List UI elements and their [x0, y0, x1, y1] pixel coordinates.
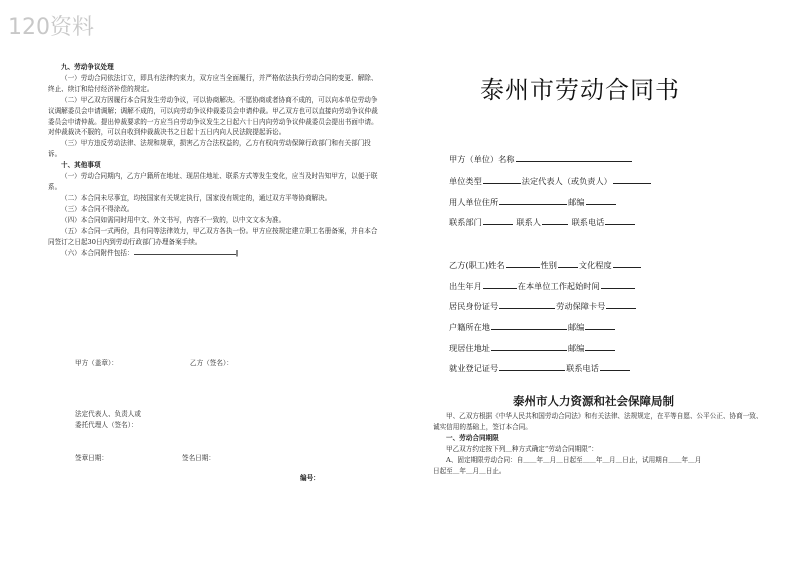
employer-address-row — [449, 196, 617, 208]
employer-address-blank[interactable] — [499, 196, 567, 205]
residence-address-blank[interactable] — [491, 342, 567, 351]
id-card-blank[interactable] — [499, 300, 555, 309]
employer-postcode-label: 邮编 — [568, 197, 585, 207]
party-a-date-label: 签章日期： — [75, 454, 108, 462]
attachments-label: （六）本合同附件包括： — [61, 249, 134, 258]
section-10-para-5: （五）本合同一式两份，具有同等法律效力，甲乙双方各执一份。甲方应按规定建立职工名册备案，并自本合同签订之日起30日内到劳动行政部门办理备案手续。 — [48, 226, 378, 246]
party-b-sign-label: 乙方（签名）： — [190, 359, 233, 367]
employment-cert-label: 就业登记证号 — [449, 363, 499, 373]
household-address-label: 户籍所在地 — [449, 322, 490, 332]
section-10-para-1: （一）劳动合同期内，乙方户籍所在地址、现居住地址、联系方式等发生变化，应当及时告知甲方，以便于联系。 — [48, 172, 378, 191]
serial-number-label: 编号： — [300, 474, 320, 482]
issuing-bureau: 泰州市人力资源和社会保障局制 — [513, 394, 674, 408]
social-security-card-label: 劳动保障卡号 — [556, 301, 606, 311]
section-9-para-2: （二）甲乙双方因履行本合同发生劳动争议，可以协商解决。不愿协商或者协商不成的，可以向本单位劳动争议调解委员会申请调解；调解不成的，可以向劳动争议仲裁委员会申请仲裁。甲乙双方也可以直接向劳动争议仲裁委员会申请仲裁。提出仲裁要求的一方应当自劳动争议发生之日起六十日内向劳动争议仲裁委员会提出书面申请。对仲裁裁决不服的，可以自收到仲裁裁决书之日起十五日内向人民法院提起诉讼。 — [48, 95, 378, 137]
start-time-blank[interactable] — [601, 280, 635, 289]
section-10-para-4: （四）本合同如需同时用中文、外文书写，内容不一致的，以中文文本为准。 — [61, 215, 286, 224]
section-1-para-2a: A、固定期限劳动合同：自＿＿年＿月＿日起至＿＿年＿月＿日止，试用期自＿＿年＿月 — [446, 456, 702, 464]
section-10-para-3: （三）本合同不得涂改。 — [61, 204, 134, 213]
attachments-mark: ‖ — [235, 249, 239, 258]
party-b-date-label: 签名日期： — [182, 454, 215, 462]
employment-cert-row — [449, 362, 631, 374]
residence-row — [449, 342, 616, 354]
birth-row — [449, 280, 636, 292]
contract-intro: 甲、乙双方根据《中华人民共和国劳动合同法》和有关法律、法规规定，在平等自愿、公平公正、协商一致、诚实信用的基础上，签订本合同。 — [433, 412, 763, 431]
contact-person-label: 联系人 — [516, 217, 541, 227]
residence-postcode-label: 邮编 — [567, 343, 585, 353]
start-time-label: 在本单位工作起始时间 — [517, 281, 600, 291]
unit-type-blank[interactable] — [483, 175, 521, 184]
section-9-para-1: （一）劳动合同依法订立，即具有法律约束力，双方应当全面履行，并严格依法执行劳动合同的变更、解除、终止、续订和给付经济补偿的规定。 — [48, 73, 378, 93]
contact-phone-blank[interactable] — [605, 216, 635, 225]
employer-name-row — [449, 153, 633, 165]
education-blank[interactable] — [613, 259, 641, 268]
employee-phone-label: 联系电话 — [566, 363, 599, 373]
section-1-para-2b: 日起至＿年＿月＿日止。 — [433, 467, 506, 475]
employee-name-row — [449, 259, 642, 271]
legal-rep-field-label: 法定代表人（或负责人） — [521, 176, 612, 186]
contact-row — [449, 216, 636, 228]
employment-cert-blank[interactable] — [499, 362, 565, 371]
unit-type-row — [449, 175, 652, 187]
agent-sign-label: 委托代理人（签名）： — [75, 421, 138, 429]
id-card-label: 居民身份证号 — [449, 301, 499, 311]
unit-type-label: 单位类型 — [449, 176, 482, 186]
employer-address-label: 用人单位住所 — [449, 197, 499, 207]
birth-blank[interactable] — [483, 280, 517, 289]
contact-person-blank[interactable] — [542, 216, 568, 225]
contact-phone-label: 联系电话 — [571, 217, 605, 227]
employer-postcode-blank[interactable] — [586, 196, 616, 205]
right-page-text — [433, 411, 768, 477]
section-10-para-2: （二）本合同未尽事宜，均按国家有关规定执行，国家没有规定的，通过双方平等协商解决。 — [61, 193, 332, 202]
employer-name-blank[interactable] — [516, 153, 632, 162]
employee-name-blank[interactable] — [506, 259, 540, 268]
gender-label: 性别 — [540, 260, 557, 270]
id-card-row — [449, 300, 637, 312]
employer-name-label: 甲方（单位）名称 — [449, 154, 515, 164]
employee-name-label: 乙方(职工)姓名 — [449, 260, 505, 270]
section-10-title: 十、其他事项 — [61, 161, 101, 170]
watermark: 120资料 — [8, 15, 94, 40]
section-1-para-1: 甲乙双方约定按下列＿种方式确定“劳动合同期限”： — [446, 445, 598, 453]
education-label: 文化程度 — [578, 260, 612, 270]
household-postcode-label: 邮编 — [567, 322, 585, 332]
employee-phone-blank[interactable] — [600, 362, 630, 371]
legal-rep-blank[interactable] — [613, 175, 651, 184]
contact-dept-label: 联系部门 — [449, 217, 482, 227]
residence-postcode-blank[interactable] — [585, 342, 615, 351]
section-1-title: 一、劳动合同期限 — [446, 434, 499, 442]
household-row — [449, 321, 616, 333]
contract-title: 泰州市劳动合同书 — [480, 76, 680, 104]
household-address-blank[interactable] — [491, 321, 567, 330]
social-security-card-blank[interactable] — [606, 300, 636, 309]
legal-rep-label: 法定代表人、负责人或 — [75, 410, 141, 418]
household-postcode-blank[interactable] — [585, 321, 615, 330]
left-page-text — [48, 62, 378, 259]
birth-label: 出生年月 — [449, 281, 482, 291]
residence-address-label: 现居住地址 — [449, 343, 490, 353]
attachments-blank[interactable] — [134, 247, 236, 255]
party-a-seal-label: 甲方（盖章）： — [75, 359, 118, 367]
section-10-para-6 — [48, 247, 378, 259]
section-9-title: 九、劳动争议处理 — [61, 63, 114, 71]
gender-blank[interactable] — [558, 259, 578, 268]
contact-dept-blank[interactable] — [483, 216, 513, 225]
section-9-para-3: （三）甲方违反劳动法律、法规和规章，损害乙方合法权益的，乙方有权向劳动保障行政部门和有关部门投诉。 — [48, 139, 371, 159]
